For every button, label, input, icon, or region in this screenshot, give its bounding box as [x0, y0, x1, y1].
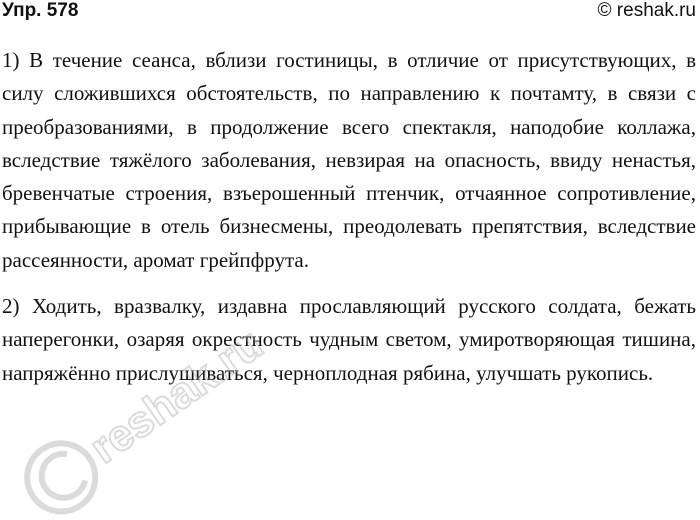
watermark-text: reshak.ru	[81, 319, 272, 474]
paragraph-2: 2) Ходить, вразвалку, издавна прославляющий русского солдата, бежать наперегонки, озаряя окрестность чудным светом, умиротворяющая тишина, напряжённо прислушиваться, черноплодная рябина, улучшать рукопись.	[2, 294, 696, 385]
page-header	[2, 0, 696, 26]
copyright-label: © reshak.ru	[597, 0, 696, 21]
exercise-title: Упр. 578	[2, 0, 79, 21]
exercise-content	[2, 44, 696, 390]
paragraph-1: 1) В течение сеанса, вблизи гостиницы, в отличие от присутствующих, в силу сложившихся обстоятельств, по направлению к почтамту, в связи с преобразованиями, в продолжение всего спектакля, наподобие коллажа, вследствие тяжёлого заболевания, невзирая на опасность, ввиду ненастья, бревенчатые строения, взъерошенный птенчик, отчаянное сопротивление, прибывающие в отель бизнесмены, преодолевать препятствия, вследствие рассеянности, аромат грейпфрута.	[2, 48, 696, 272]
